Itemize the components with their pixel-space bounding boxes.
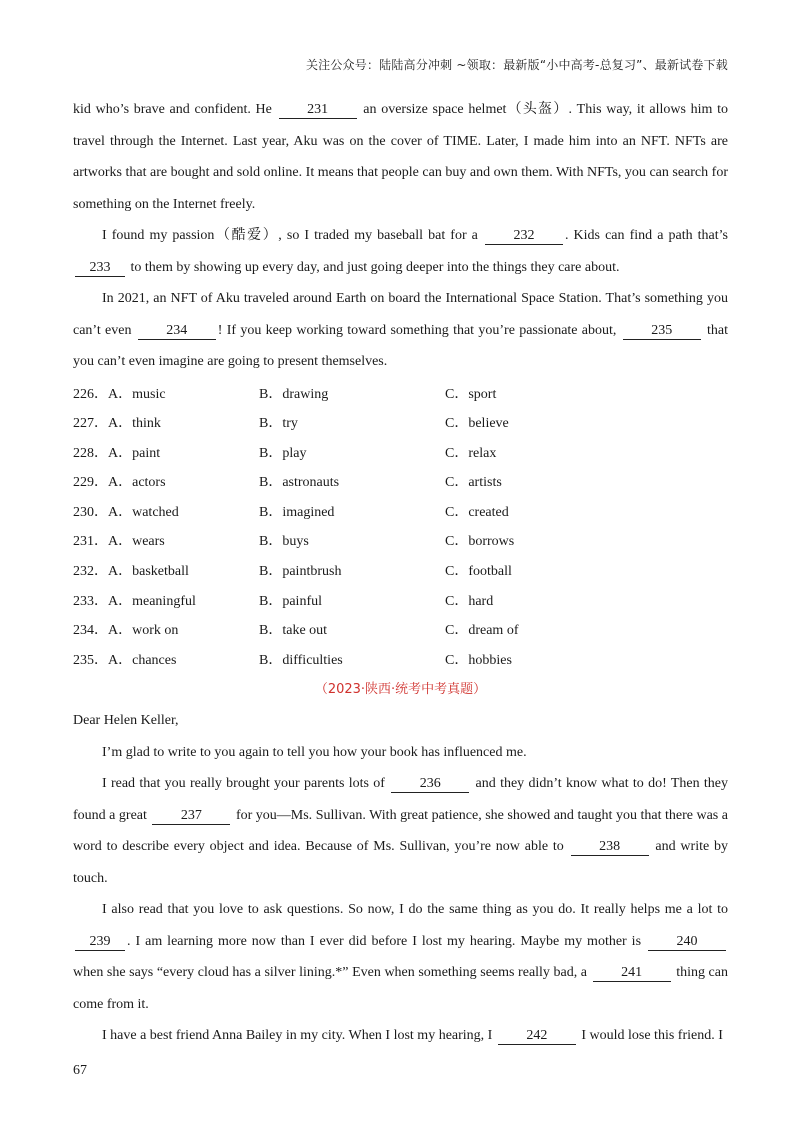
option-a: 232．A．basketball	[73, 564, 189, 580]
answer-blank: 239	[75, 934, 125, 951]
options-list	[73, 380, 728, 676]
text-segment: ! If you keep working toward something that you’re passionate about,	[217, 322, 621, 338]
option-b: B．astronauts	[259, 475, 340, 491]
option-b: B．paintbrush	[259, 564, 342, 580]
answer-blank: 237	[152, 808, 230, 825]
option-a: 227．A．think	[73, 416, 161, 432]
option-c: C．football	[445, 564, 512, 580]
text-segment: to them by showing up every day, and just going deeper into the things they care about.	[127, 259, 620, 275]
option-a: 228．A．paint	[73, 445, 161, 461]
text-segment: and write by touch.	[73, 839, 729, 886]
text-segment: an oversize space helmet（头盔）. This way, it allows him to travel through the Internet. Last year, Aku was on the cover of TIME. Later, I made him into an NFT. NFTs are artworks that are bought and sold online. It means that people can buy and own them. With NFTs, you can search for something on the Internet freely.	[73, 102, 728, 212]
text-segment: I found my passion（酷爱）, so I traded my baseball bat for a	[102, 228, 483, 243]
option-row	[73, 380, 728, 410]
option-c: C．artists	[445, 475, 502, 491]
page-number: 67	[73, 1063, 87, 1078]
option-c: C．dream of	[445, 623, 519, 639]
passage-paragraph	[73, 94, 728, 220]
option-row	[73, 527, 728, 557]
option-a: 230．A．watched	[73, 504, 179, 520]
text-segment: for you—Ms. Sullivan. With great patience, she showed and taught you that there was a word to describe every object and idea. Because of Ms. Sullivan, you’re now able to	[73, 807, 728, 855]
answer-blank: 234	[138, 323, 216, 340]
text-segment: In 2021, an NFT of Aku traveled around Earth on board the International Space Station. That’s something you can’t even	[73, 291, 728, 338]
text-segment: when she says “every cloud has a silver lining.*” Even when something seems really bad, a	[73, 965, 591, 981]
option-row	[73, 468, 728, 498]
option-row	[73, 498, 728, 528]
option-a: 226．A．music	[73, 386, 166, 402]
option-c: C．hobbies	[445, 652, 512, 668]
passage-paragraph	[73, 283, 728, 378]
answer-blank: 238	[571, 839, 649, 856]
text-segment: I read that you really brought your parents lots of	[102, 776, 390, 792]
letter-paragraph	[73, 894, 728, 1020]
text-segment: I also read that you love to ask questions. So now, I do the same thing as you do. It really helps me a lot to	[102, 902, 728, 918]
option-row	[73, 616, 728, 646]
option-c: C．borrows	[445, 534, 515, 550]
text-segment: and they didn’t know what to do! Then they found a great	[73, 776, 729, 823]
document-body	[73, 94, 728, 1052]
option-c: C．hard	[445, 593, 494, 609]
option-a: 234．A．work on	[73, 623, 179, 639]
option-b: B．play	[259, 445, 307, 461]
option-b: B．imagined	[259, 504, 335, 520]
answer-blank: 235	[623, 323, 701, 340]
option-b: B．try	[259, 416, 298, 432]
text-segment: I have a best friend Anna Bailey in my city. When I lost my hearing, I	[102, 1028, 496, 1044]
answer-blank: 236	[391, 776, 469, 793]
option-a: 229．A．actors	[73, 475, 166, 491]
answer-blank: 242	[498, 1028, 576, 1045]
letter-salutation: Dear Helen Keller,	[73, 713, 179, 729]
text-segment: . I am learning more now than I ever did before I lost my hearing. Maybe my mother is	[127, 933, 646, 949]
passage-paragraph	[73, 220, 728, 283]
option-c: C．relax	[445, 445, 497, 461]
option-row	[73, 587, 728, 617]
source-label: （2023·陕西·统考中考真题）	[314, 682, 487, 698]
text-segment: kid who’s brave and confident. He	[73, 102, 277, 117]
option-c: C．created	[445, 504, 509, 520]
answer-blank: 231	[279, 102, 357, 119]
option-row	[73, 557, 728, 587]
answer-blank: 241	[593, 965, 671, 982]
option-a: 231．A．wears	[73, 534, 165, 550]
option-b: B．take out	[259, 623, 328, 639]
option-a: 235．A．chances	[73, 652, 177, 668]
letter-paragraph: I’m glad to write to you again to tell you how your book has influenced me.	[102, 744, 527, 760]
text-segment: I would lose this friend. I	[577, 1028, 723, 1044]
letter-paragraph	[73, 768, 728, 894]
text-segment: . Kids can find a path that’s	[564, 228, 728, 243]
answer-blank: 233	[75, 260, 125, 277]
option-row	[73, 409, 728, 439]
option-b: B．buys	[259, 534, 309, 550]
answer-blank: 240	[648, 934, 726, 951]
letter-paragraph	[73, 1020, 728, 1052]
option-row	[73, 646, 728, 676]
option-b: B．painful	[259, 593, 322, 609]
option-c: C．sport	[445, 386, 497, 402]
text-segment: thing can come from it.	[73, 965, 728, 1012]
option-b: B．drawing	[259, 386, 329, 402]
page-header: 关注公众号：陆陆高分冲刺 ~领取：最新版“小中高考-总复习”、最新试卷下载	[305, 58, 728, 72]
answer-blank: 232	[485, 228, 563, 245]
option-a: 233．A．meaningful	[73, 593, 196, 609]
option-b: B．difficulties	[259, 652, 343, 668]
option-row	[73, 439, 728, 469]
text-segment: that you can’t even imagine are going to present themselves.	[73, 322, 728, 369]
option-c: C．believe	[445, 416, 509, 432]
